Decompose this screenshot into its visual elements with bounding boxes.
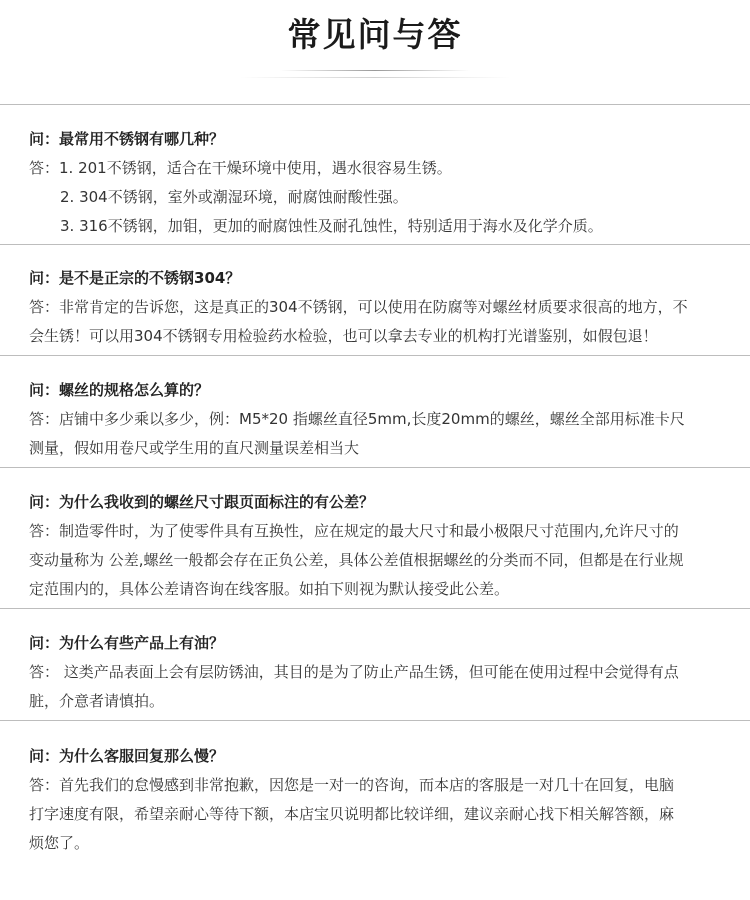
faq-question: 问：最常用不锈钢有哪几种？ — [29, 130, 225, 148]
section-divider — [0, 720, 750, 721]
faq-question: 问：是不是正宗的不锈钢304？ — [29, 269, 241, 287]
faq-answer-line: 答：非常肯定的告诉您，这是真正的304不锈钢，可以使用在防腐等对螺丝材质要求很高的地方，不 — [29, 298, 688, 316]
faq-answer-line: 答： 这类产品表面上会有层防锈油，其目的是为了防止产品生锈，但可能在使用过程中会觉得有点 — [29, 663, 679, 681]
faq-item-stainless-types — [29, 129, 734, 241]
faq-question: 问：螺丝的规格怎么算的？ — [29, 381, 210, 399]
section-divider — [0, 467, 750, 468]
faq-answer-line: 答：1. 201不锈钢，适合在干燥环境中使用，遇水很容易生锈。 — [29, 159, 452, 177]
faq-item-genuine-304 — [29, 268, 734, 351]
faq-answer-line: 2. 304不锈钢，室外或潮湿环境，耐腐蚀耐酸性强。 — [60, 188, 408, 206]
faq-item-screw-spec — [29, 380, 734, 463]
faq-answer-line: 答：店铺中多少乘以多少，例：M5*20 指螺丝直径5mm,长度20mm的螺丝，螺丝全部用标准卡尺 — [29, 410, 685, 428]
faq-item-slow-reply — [29, 746, 734, 858]
title-divider-secondary — [240, 77, 510, 78]
faq-answer-line: 变动量称为 公差,螺丝一般都会存在正负公差，具体公差值根据螺丝的分类而不同，但都是在行业规 — [29, 551, 684, 569]
faq-answer-line: 打字速度有限，希望亲耐心等待下额，本店宝贝说明都比较详细，建议亲耐心找下相关解答额，麻 — [29, 805, 675, 823]
section-divider — [0, 104, 750, 105]
faq-answer-line: 答：首先我们的怠慢感到非常抱歉，因您是一对一的咨询，而本店的客服是一对几十在回复，电脑 — [29, 776, 675, 794]
page-title: 常见问与答 — [287, 15, 463, 54]
faq-question: 问：为什么有些产品上有油？ — [29, 634, 225, 652]
faq-answer-line: 会生锈！可以用304不锈钢专用检验药水检验，也可以拿去专业的机构打光谱鉴别，如假包退！ — [29, 327, 658, 345]
title-divider — [280, 70, 470, 71]
faq-answer-line: 定范围内的，具体公差请咨询在线客服。如拍下则视为默认接受此公差。 — [29, 580, 510, 598]
faq-answer-line: 3. 316不锈钢，加钼，更加的耐腐蚀性及耐孔蚀性，特别适用于海水及化学介质。 — [60, 217, 603, 235]
faq-answer-line: 答：制造零件时，为了使零件具有互换性，应在规定的最大尺寸和最小极限尺寸范围内,允许尺寸的 — [29, 522, 679, 540]
faq-item-oil — [29, 633, 734, 716]
faq-answer-line: 脏，介意者请慎拍。 — [29, 692, 165, 710]
faq-question: 问：为什么我收到的螺丝尺寸跟页面标注的有公差？ — [29, 493, 375, 511]
faq-item-tolerance — [29, 492, 734, 604]
faq-question: 问：为什么客服回复那么慢？ — [29, 747, 225, 765]
faq-answer-line: 烦您了。 — [29, 834, 90, 852]
faq-answer-line: 测量，假如用卷尺或学生用的直尺测量误差相当大 — [29, 439, 360, 457]
section-divider — [0, 244, 750, 245]
section-divider — [0, 608, 750, 609]
section-divider — [0, 355, 750, 356]
